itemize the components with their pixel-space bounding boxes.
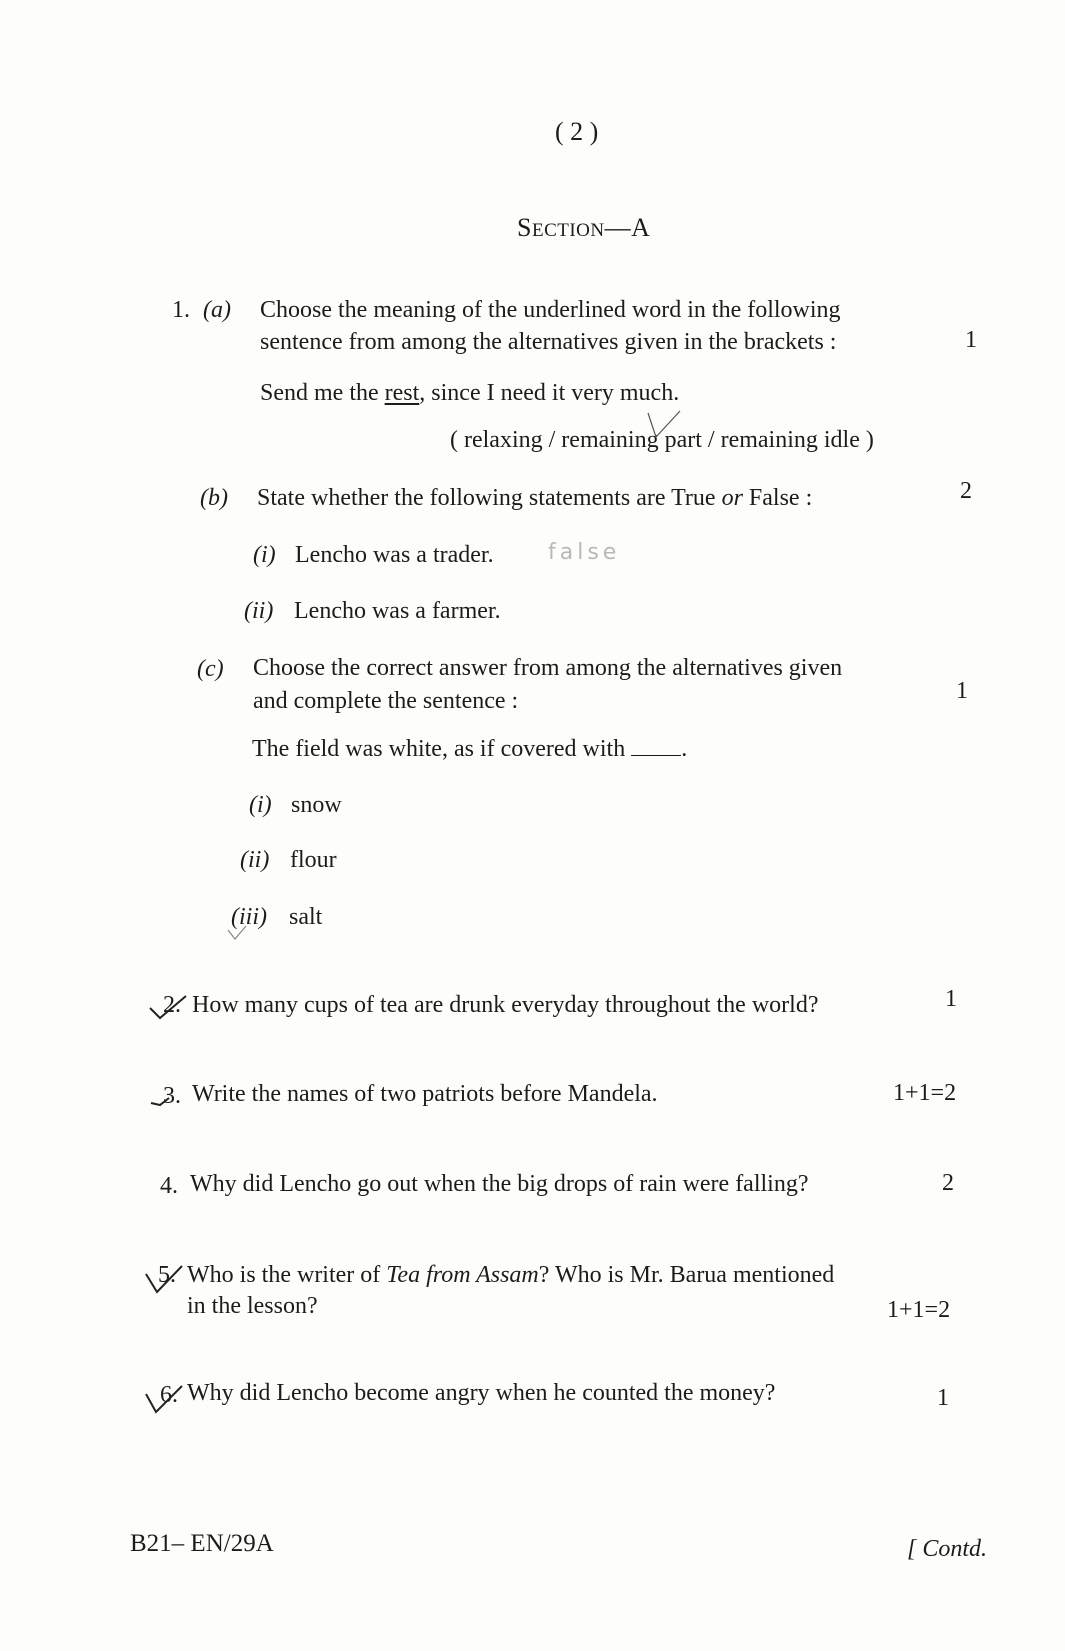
q2-number: 2. bbox=[163, 992, 181, 1018]
q1a-line2: sentence from among the alternatives given in the brackets : bbox=[260, 329, 837, 355]
q3-marks: 1+1=2 bbox=[893, 1080, 957, 1106]
q5-marks: 1+1=2 bbox=[887, 1297, 951, 1323]
q1c-line1: Choose the correct answer from among the alternatives given bbox=[253, 655, 843, 681]
q5-text-after: ? Who is Mr. Barua mentioned bbox=[538, 1262, 835, 1288]
q1a-marks: 1 bbox=[965, 327, 977, 353]
checkmark-icon bbox=[144, 1264, 186, 1296]
q1c-option3-label: (iii) bbox=[231, 904, 267, 930]
q1a-underlined-word: rest bbox=[384, 380, 420, 406]
q1b-instruction bbox=[257, 485, 812, 512]
q1-number: 1. bbox=[172, 297, 190, 323]
q6-text: Why did Lencho become angry when he counted the money? bbox=[187, 1380, 776, 1406]
page-number: ( 2 ) bbox=[555, 117, 599, 146]
q1b-instruction-before: State whether the following statements are True bbox=[257, 485, 722, 511]
checkmark-icon bbox=[148, 994, 190, 1022]
q1c-sentence-end: . bbox=[681, 736, 688, 762]
q4-marks: 2 bbox=[942, 1170, 954, 1196]
q6-number: 6. bbox=[160, 1382, 178, 1408]
paper-code: B21– EN/29A bbox=[130, 1530, 274, 1557]
q5-line1 bbox=[187, 1262, 834, 1289]
q1a-label: (a) bbox=[203, 297, 231, 323]
q1c-sentence-text: The field was white, as if covered with bbox=[252, 736, 626, 762]
checkmark-icon bbox=[644, 407, 684, 443]
q5-line2: in the lesson? bbox=[187, 1293, 318, 1319]
q1c-option1-label: (i) bbox=[249, 792, 272, 818]
q1b-instruction-or: or bbox=[721, 485, 743, 511]
q1b-item2-text: Lencho was a farmer. bbox=[294, 598, 501, 624]
q1b-label: (b) bbox=[200, 485, 228, 511]
q1c-marks: 1 bbox=[956, 678, 968, 704]
q1c-option3-text: salt bbox=[289, 904, 323, 930]
checkmark-icon bbox=[150, 1096, 170, 1108]
continued-label: [ Contd. bbox=[907, 1536, 988, 1562]
q1c-option2-text: flour bbox=[290, 847, 337, 873]
q1c-line2: and complete the sentence : bbox=[253, 688, 519, 714]
q1a-sentence bbox=[260, 380, 679, 407]
q1c-sentence bbox=[252, 736, 687, 763]
q1b-item1-text: Lencho was a trader. bbox=[295, 542, 494, 568]
q5-text-before: Who is the writer of bbox=[187, 1262, 387, 1288]
section-title bbox=[517, 213, 650, 243]
q1b-marks: 2 bbox=[960, 478, 972, 504]
checkmark-icon bbox=[226, 924, 248, 942]
section-title-first: S bbox=[517, 213, 532, 242]
q1c-option2-label: (ii) bbox=[240, 847, 270, 873]
answer-blank bbox=[631, 755, 681, 756]
q5-lesson-title: Tea from Assam bbox=[386, 1262, 539, 1288]
q5-number: 5. bbox=[158, 1262, 176, 1288]
section-title-rest: ECTION bbox=[531, 220, 605, 241]
q2-text: How many cups of tea are drunk everyday throughout the world? bbox=[192, 992, 819, 1018]
q3-number: 3. bbox=[163, 1083, 181, 1109]
section-title-suffix: —A bbox=[604, 213, 651, 242]
q1c-option1-text: snow bbox=[291, 792, 342, 818]
q4-number: 4. bbox=[160, 1173, 178, 1199]
q1a-sentence-before: Send me the bbox=[260, 380, 385, 406]
q1b-item1-label: (i) bbox=[253, 542, 276, 568]
q1b-item2-label: (ii) bbox=[244, 598, 274, 624]
q1a-line1: Choose the meaning of the underlined word in the following bbox=[260, 297, 841, 323]
handwritten-answer: false bbox=[548, 540, 621, 565]
q6-marks: 1 bbox=[937, 1385, 949, 1411]
q3-text: Write the names of two patriots before Mandela. bbox=[192, 1081, 658, 1107]
checkmark-icon bbox=[144, 1384, 186, 1416]
q1b-instruction-after: False : bbox=[742, 485, 813, 511]
q4-text: Why did Lencho go out when the big drops of rain were falling? bbox=[190, 1171, 809, 1197]
q1c-label: (c) bbox=[197, 656, 224, 682]
q1a-sentence-after: , since I need it very much. bbox=[419, 380, 680, 406]
q1a-options: ( relaxing / remaining part / remaining idle ) bbox=[450, 427, 874, 453]
q2-marks: 1 bbox=[945, 986, 957, 1012]
